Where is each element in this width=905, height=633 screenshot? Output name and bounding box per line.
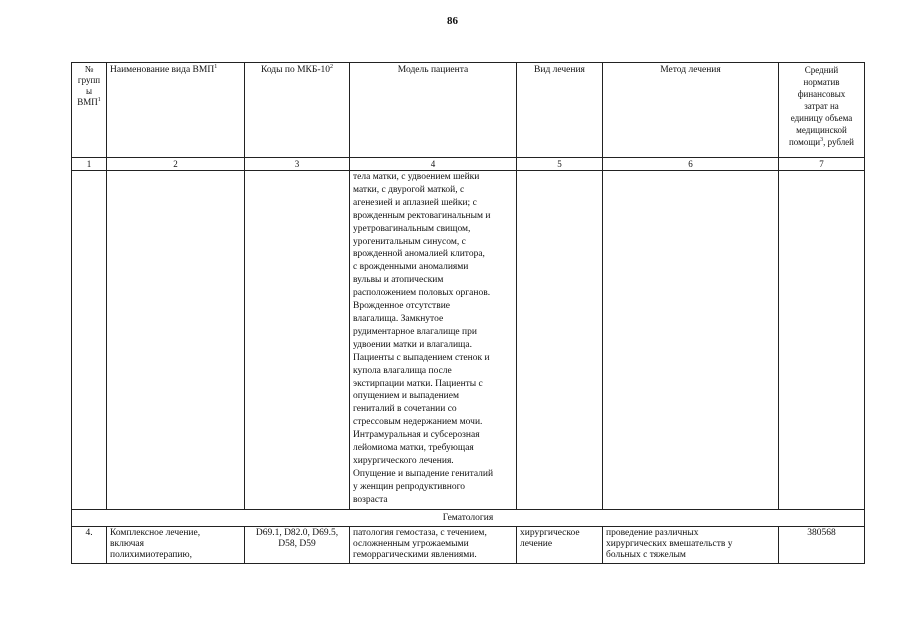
column-number: 4: [350, 158, 517, 171]
icd-codes-cell: D69.1, D82.0, D69.5, D58, D59: [245, 527, 350, 564]
patient-model-line: гениталий в сочетании со: [353, 404, 457, 415]
patient-model-line: врожденным ректовагинальным и: [353, 210, 491, 221]
patient-model-line: хирургического лечения.: [353, 455, 454, 466]
treatment-type-cell: хирургическое лечение: [517, 527, 603, 564]
patient-model-line: агенезией и аплазией шейки; с: [353, 197, 477, 208]
column-number: 5: [517, 158, 603, 171]
table-row: [72, 527, 865, 564]
patient-model-cell: [350, 171, 517, 510]
empty-cell: [779, 171, 865, 510]
patient-model-line: экстирпации матки. Пациенты с: [353, 378, 483, 389]
header-group-number: № групп ы ВМП$^1$: [72, 63, 107, 158]
treatment-method-cell: проведение различных хирургических вмешательств у больных с тяжелым: [603, 527, 779, 564]
patient-model-line: матки, с двурогой маткой, с: [353, 184, 465, 195]
patient-model-line: удвоении матки и влагалища.: [353, 339, 472, 350]
patient-model-line: стрессовым недержанием мочи.: [353, 417, 483, 428]
header-patient-model: Модель пациента: [350, 63, 517, 158]
header-row: [72, 63, 865, 158]
patient-model-line: вульвы и атопическим: [353, 275, 444, 286]
patient-model-line: уретровагинальным свищом,: [353, 223, 471, 234]
header-average-cost: Средний норматив финансовых затрат на единицу объема медицинской помощи$^3$, рублей: [779, 63, 865, 158]
group-number-cell: 4.: [72, 527, 107, 564]
column-number: 1: [72, 158, 107, 171]
column-number: 6: [603, 158, 779, 171]
header-icd-codes: Коды по МКБ-$10^2$: [245, 63, 350, 158]
empty-cell: [603, 171, 779, 510]
empty-cell: [72, 171, 107, 510]
patient-model-line: рудиментарное влагалище при: [353, 326, 477, 337]
empty-cell: [245, 171, 350, 510]
vmp-name-cell: Комплексное лечение, включая полихимиотерапию,: [107, 527, 245, 564]
column-number: 3: [245, 158, 350, 171]
patient-model-line: расположением половых органов.: [353, 288, 491, 299]
header-vmp-name: Наименование вида ВМП$^1$: [107, 63, 245, 158]
patient-model-line: с врожденными аномалиями: [353, 262, 469, 273]
empty-cell: [517, 171, 603, 510]
patient-model-line: врожденной аномалией клитора,: [353, 249, 485, 260]
header-treatment-type: Вид лечения: [517, 63, 603, 158]
average-cost-cell: 380568: [779, 527, 865, 564]
medical-care-table: [71, 62, 865, 564]
patient-model-line: опущением и выпадением: [353, 391, 459, 402]
patient-model-line: у женщин репродуктивного: [353, 481, 466, 492]
patient-model-line: купола влагалища после: [353, 365, 452, 376]
empty-cell: [107, 171, 245, 510]
patient-model-line: влагалища. Замкнутое: [353, 313, 444, 324]
header-treatment-method: Метод лечения: [603, 63, 779, 158]
column-number-row: [72, 158, 865, 171]
section-header-row: [72, 510, 865, 527]
page-number: 86: [447, 15, 458, 27]
patient-model-line: возраста: [353, 494, 388, 505]
patient-model-line: урогенитальным синусом, с: [353, 236, 466, 247]
patient-model-line: Врожденное отсутствие: [353, 301, 450, 312]
section-title-hematology: Гематология: [72, 510, 865, 527]
patient-model-line: лейомиома матки, требующая: [353, 443, 474, 454]
patient-model-line: Опущение и выпадение гениталий: [353, 468, 494, 479]
column-number: 7: [779, 158, 865, 171]
patient-model-line: Интрамуральная и субсерозная: [353, 430, 480, 441]
patient-model-cell: патология гемостаза, с течением, осложненным угрожаемыми геморрагическими явлениями.: [350, 527, 517, 564]
column-number: 2: [107, 158, 245, 171]
patient-model-line: Пациенты с выпадением стенок и: [353, 352, 490, 363]
continued-row: [72, 171, 865, 510]
patient-model-line: тела матки, с удвоением шейки: [353, 172, 480, 182]
patient-model-text: [353, 171, 513, 507]
